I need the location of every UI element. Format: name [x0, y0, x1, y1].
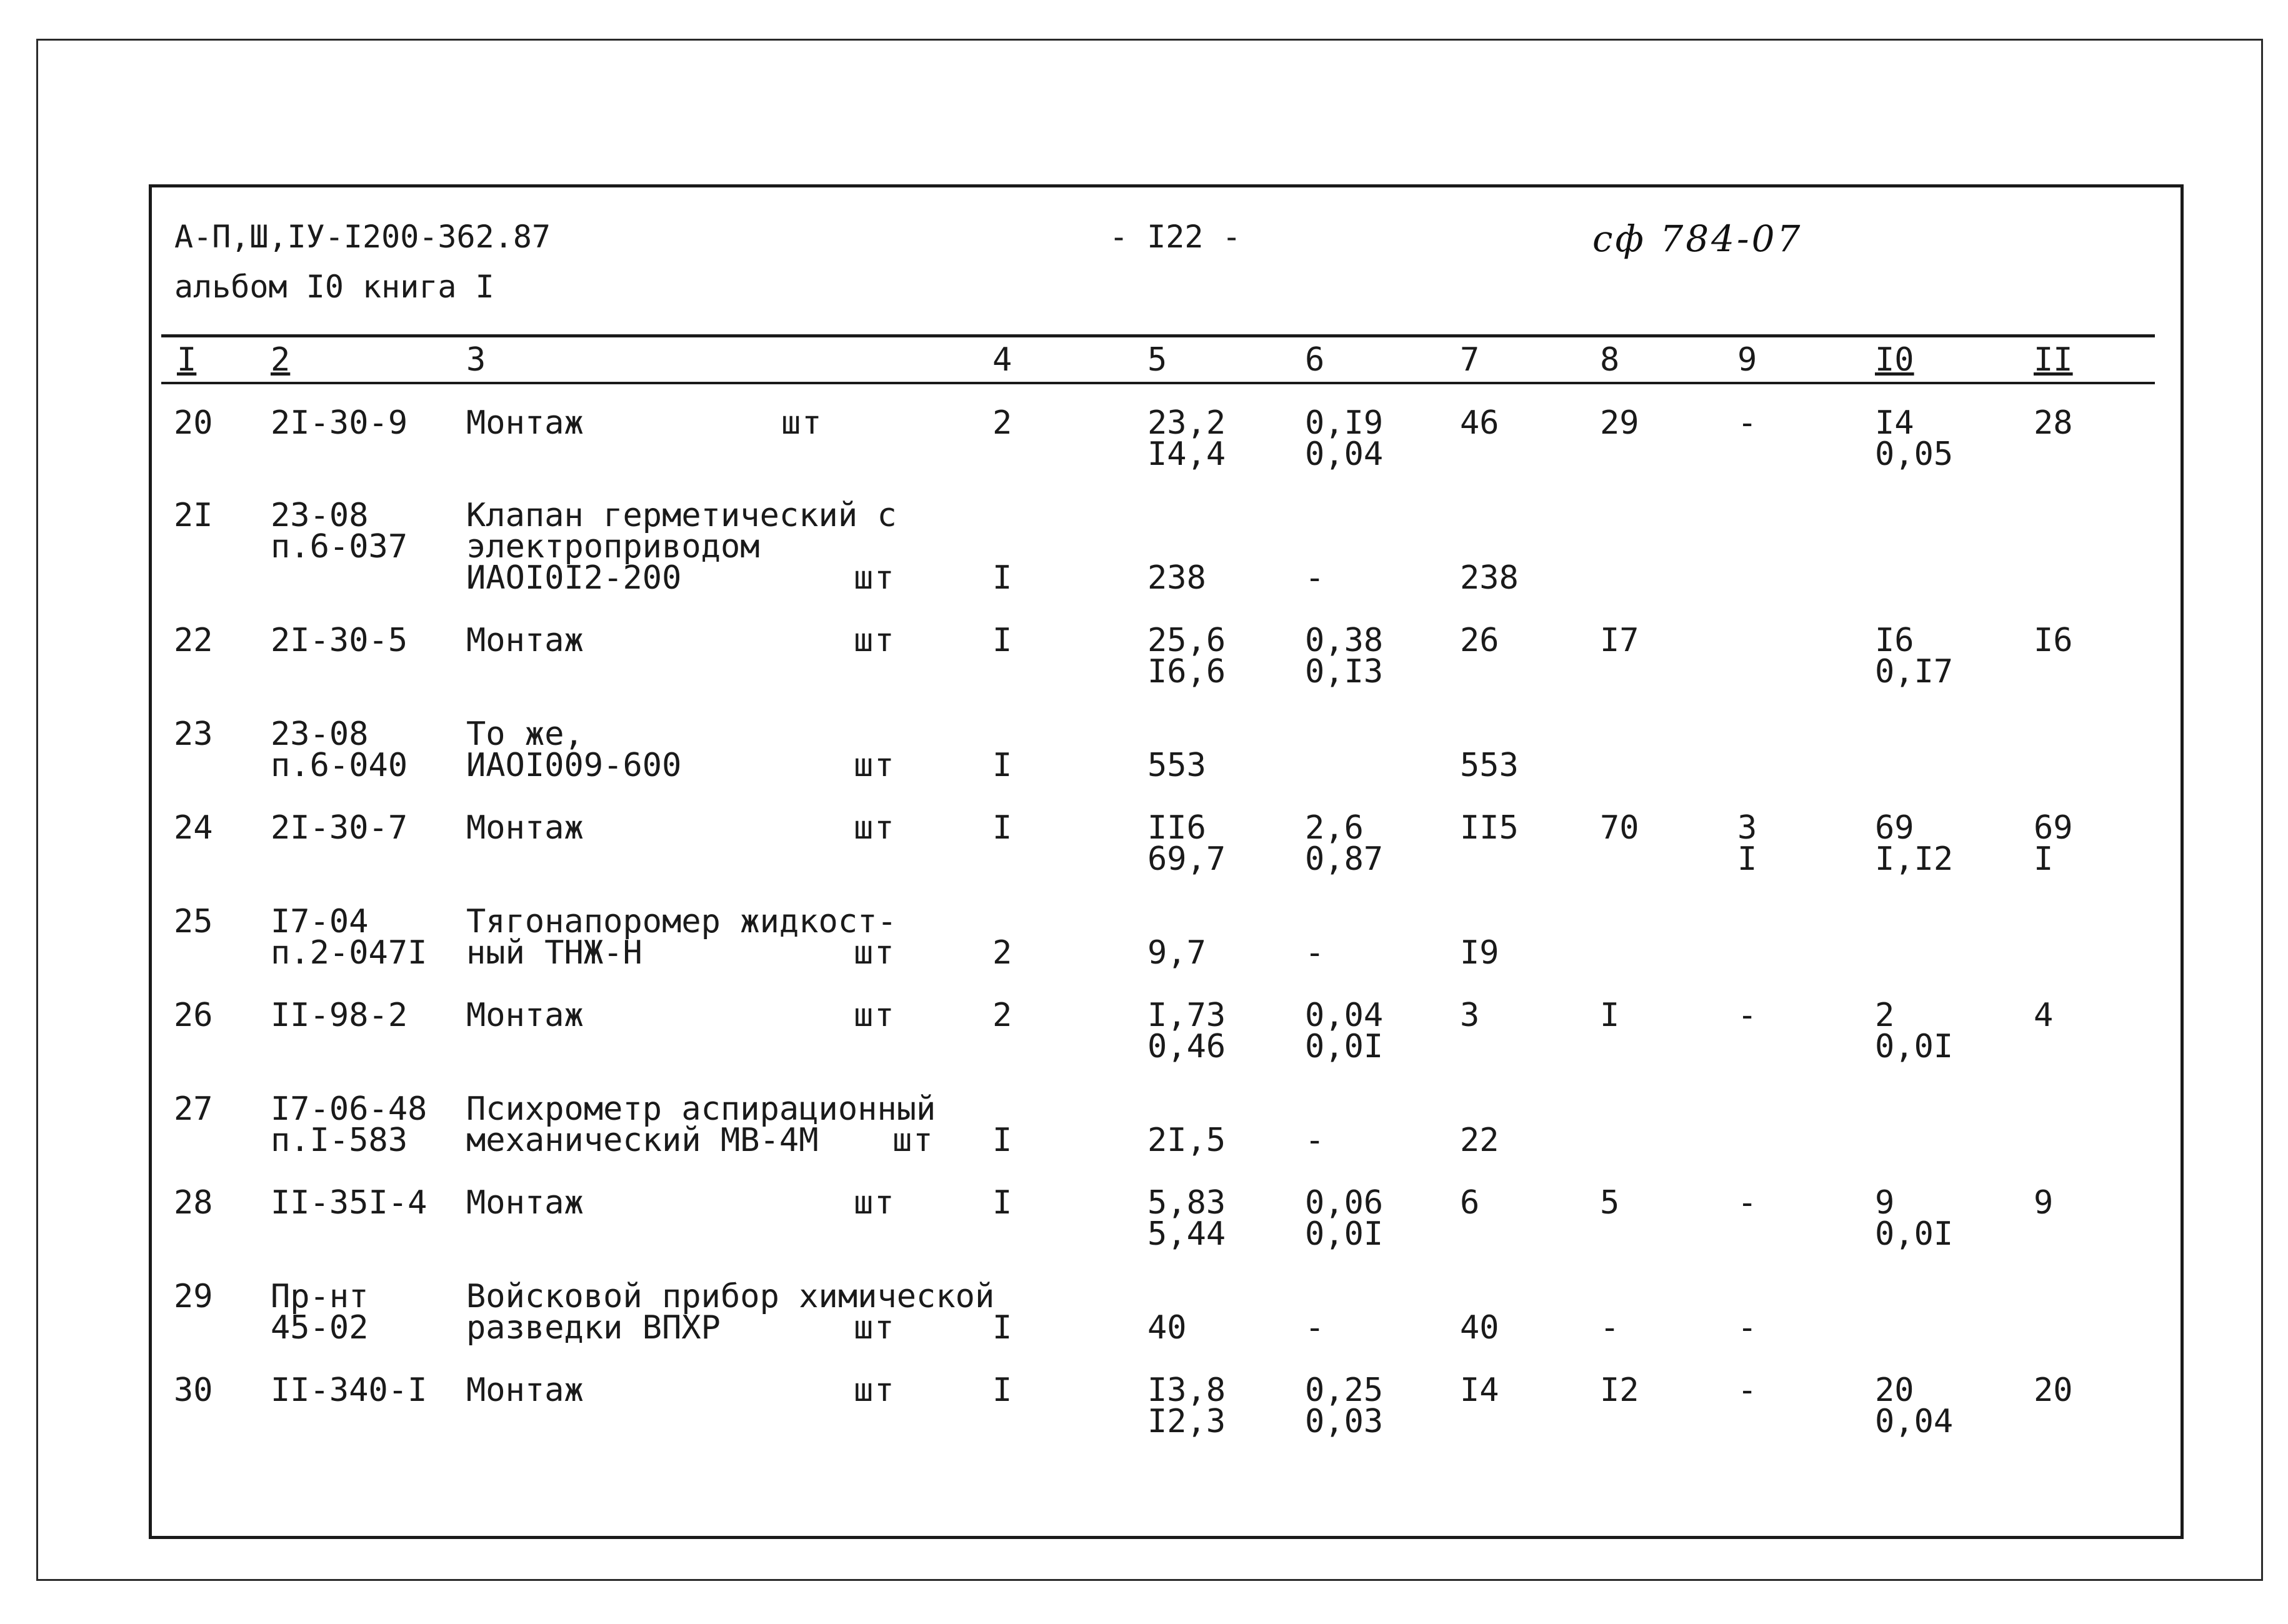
- col-5-value: 5,44: [1147, 1215, 1226, 1253]
- col-8-value: I7: [1600, 622, 1639, 659]
- item-name: Монтаж: [466, 809, 584, 847]
- col-10-value: 0,05: [1875, 436, 1954, 473]
- item-name: Тягонапоромер жидкост-: [466, 903, 897, 940]
- table-header-rule: [161, 382, 2155, 384]
- col-6-value: 0,03: [1305, 1403, 1384, 1440]
- col-5-value: 0,46: [1147, 1028, 1226, 1065]
- col-10-value: 0,0I: [1875, 1028, 1954, 1065]
- col-5-value: 238: [1147, 559, 1206, 597]
- norm-code: 45-02: [271, 1309, 369, 1347]
- item-name: Монтаж: [466, 1372, 584, 1409]
- unit-label: шт: [892, 1122, 934, 1159]
- table-top-rule: [161, 334, 2155, 337]
- col-11-value: 28: [2034, 404, 2073, 442]
- unit-label: шт: [854, 747, 896, 784]
- col-10-value: I6: [1875, 622, 1914, 659]
- col-6-value: 0,04: [1305, 997, 1384, 1034]
- col-6-value: 2,6: [1305, 809, 1364, 847]
- item-name: Клапан герметический с: [466, 497, 897, 534]
- row-number: 27: [174, 1090, 213, 1128]
- col-11-value: I: [2034, 840, 2054, 878]
- norm-code: п.6-037: [271, 528, 408, 565]
- column-header-8: 8: [1600, 341, 1620, 379]
- col-6-value: -: [1305, 934, 1325, 972]
- col-10-value: 20: [1875, 1372, 1914, 1409]
- col-6-value: 0,87: [1305, 840, 1384, 878]
- column-header-3: 3: [466, 341, 486, 379]
- col-5-value: I2,3: [1147, 1403, 1226, 1440]
- col-5-value: I4,4: [1147, 436, 1226, 473]
- norm-code: 2I-30-7: [271, 809, 408, 847]
- col-6-value: 0,I9: [1305, 404, 1384, 442]
- col-10-value: I4: [1875, 404, 1914, 442]
- col-5-value: 553: [1147, 747, 1206, 784]
- row-number: 30: [174, 1372, 213, 1409]
- col-9-value: -: [1737, 1372, 1757, 1409]
- norm-code: п.6-040: [271, 747, 408, 784]
- row-number: 23: [174, 715, 213, 753]
- quantity: I: [992, 1372, 1012, 1409]
- item-name: Монтаж: [466, 997, 584, 1034]
- col-6-value: 0,0I: [1305, 1028, 1384, 1065]
- col-5-value: I3,8: [1147, 1372, 1226, 1409]
- item-name: электроприводом: [466, 528, 760, 565]
- column-header-5: 5: [1147, 341, 1167, 379]
- unit-label: шт: [854, 1309, 896, 1347]
- item-name: Монтаж: [466, 1184, 584, 1222]
- norm-code: Пр-нт: [271, 1278, 369, 1315]
- quantity: I: [992, 747, 1012, 784]
- column-header-4: 4: [992, 341, 1012, 379]
- norm-code: 2I-30-5: [271, 622, 408, 659]
- unit-label: шт: [854, 809, 896, 847]
- unit-label: шт: [781, 404, 823, 442]
- item-name: ИАОI0I2-200: [466, 559, 682, 597]
- col-6-value: 0,0I: [1305, 1215, 1384, 1253]
- col-5-value: 5,83: [1147, 1184, 1226, 1222]
- page-number: - I22 -: [1109, 219, 1241, 255]
- row-number: 26: [174, 997, 213, 1034]
- col-9-value: -: [1737, 1184, 1757, 1222]
- col-8-value: 29: [1600, 404, 1639, 442]
- col-8-value: 70: [1600, 809, 1639, 847]
- col-9-value: -: [1737, 1309, 1757, 1347]
- unit-label: шт: [854, 1184, 896, 1222]
- col-7-value: 553: [1460, 747, 1519, 784]
- norm-code: п.I-583: [271, 1122, 408, 1159]
- col-7-value: 238: [1460, 559, 1519, 597]
- unit-label: шт: [854, 1372, 896, 1409]
- col-7-value: 46: [1460, 404, 1499, 442]
- col-5-value: I,73: [1147, 997, 1226, 1034]
- column-header-1: I: [177, 341, 197, 379]
- row-number: 2I: [174, 497, 213, 534]
- item-name: механический МВ-4М: [466, 1122, 819, 1159]
- col-6-value: 0,04: [1305, 436, 1384, 473]
- handwritten-stamp: сф 784-07: [1592, 217, 1803, 260]
- col-7-value: II5: [1460, 809, 1519, 847]
- item-name: Психрометр аспирационный: [466, 1090, 936, 1128]
- item-name: ный ТНЖ-Н: [466, 934, 642, 972]
- col-10-value: 2: [1875, 997, 1895, 1034]
- col-6-value: 0,25: [1305, 1372, 1384, 1409]
- norm-code: 23-08: [271, 497, 369, 534]
- col-5-value: 69,7: [1147, 840, 1226, 878]
- column-header-10: I0: [1875, 341, 1914, 379]
- col-10-value: 9: [1875, 1184, 1895, 1222]
- quantity: I: [992, 809, 1012, 847]
- col-6-value: -: [1305, 1122, 1325, 1159]
- quantity: 2: [992, 934, 1012, 972]
- col-5-value: 9,7: [1147, 934, 1206, 972]
- quantity: 2: [992, 404, 1012, 442]
- item-name: ИАОI009-600: [466, 747, 682, 784]
- col-5-value: 25,6: [1147, 622, 1226, 659]
- col-6-value: 0,I3: [1305, 653, 1384, 690]
- album-book-line: альбом I0 книга I: [174, 269, 494, 305]
- col-9-value: I: [1737, 840, 1757, 878]
- col-6-value: 0,38: [1305, 622, 1384, 659]
- col-5-value: 2I,5: [1147, 1122, 1226, 1159]
- col-8-value: -: [1600, 1309, 1620, 1347]
- row-number: 25: [174, 903, 213, 940]
- col-11-value: 9: [2034, 1184, 2054, 1222]
- item-name: Войсковой прибор химической: [466, 1278, 995, 1315]
- col-9-value: -: [1737, 404, 1757, 442]
- row-number: 24: [174, 809, 213, 847]
- col-8-value: I2: [1600, 1372, 1639, 1409]
- col-6-value: -: [1305, 1309, 1325, 1347]
- quantity: I: [992, 622, 1012, 659]
- col-10-value: I,I2: [1875, 840, 1954, 878]
- col-10-value: 0,04: [1875, 1403, 1954, 1440]
- unit-label: шт: [854, 559, 896, 597]
- norm-code: 23-08: [271, 715, 369, 753]
- item-name: То же,: [466, 715, 584, 753]
- col-8-value: 5: [1600, 1184, 1620, 1222]
- quantity: 2: [992, 997, 1012, 1034]
- quantity: I: [992, 1309, 1012, 1347]
- item-name: Монтаж: [466, 622, 584, 659]
- column-header-2: 2: [271, 341, 291, 379]
- item-name: разведки ВПХР: [466, 1309, 721, 1347]
- col-7-value: 6: [1460, 1184, 1480, 1222]
- norm-code: 2I-30-9: [271, 404, 408, 442]
- column-header-11: II: [2034, 341, 2073, 379]
- col-9-value: -: [1737, 997, 1757, 1034]
- quantity: I: [992, 1122, 1012, 1159]
- norm-code: п.2-047I: [271, 934, 427, 972]
- norm-code: II-98-2: [271, 997, 408, 1034]
- col-10-value: 0,0I: [1875, 1215, 1954, 1253]
- col-7-value: 40: [1460, 1309, 1499, 1347]
- col-11-value: 20: [2034, 1372, 2073, 1409]
- item-name: Монтаж: [466, 404, 584, 442]
- norm-code: I7-06-48: [271, 1090, 427, 1128]
- column-header-9: 9: [1737, 341, 1757, 379]
- col-7-value: 3: [1460, 997, 1480, 1034]
- col-8-value: I: [1600, 997, 1620, 1034]
- row-number: 20: [174, 404, 213, 442]
- norm-code: I7-04: [271, 903, 369, 940]
- row-number: 29: [174, 1278, 213, 1315]
- row-number: 22: [174, 622, 213, 659]
- quantity: I: [992, 559, 1012, 597]
- column-header-7: 7: [1460, 341, 1480, 379]
- col-7-value: 22: [1460, 1122, 1499, 1159]
- norm-code: II-340-I: [271, 1372, 427, 1409]
- col-7-value: I9: [1460, 934, 1499, 972]
- col-11-value: 69: [2034, 809, 2073, 847]
- unit-label: шт: [854, 622, 896, 659]
- column-header-6: 6: [1305, 341, 1325, 379]
- unit-label: шт: [854, 997, 896, 1034]
- col-5-value: II6: [1147, 809, 1206, 847]
- norm-code: II-35I-4: [271, 1184, 427, 1222]
- col-5-value: 23,2: [1147, 404, 1226, 442]
- col-11-value: I6: [2034, 622, 2073, 659]
- row-number: 28: [174, 1184, 213, 1222]
- col-5-value: I6,6: [1147, 653, 1226, 690]
- col-10-value: 69: [1875, 809, 1914, 847]
- quantity: I: [992, 1184, 1012, 1222]
- col-7-value: I4: [1460, 1372, 1499, 1409]
- col-6-value: -: [1305, 559, 1325, 597]
- col-7-value: 26: [1460, 622, 1499, 659]
- col-9-value: 3: [1737, 809, 1757, 847]
- col-11-value: 4: [2034, 997, 2054, 1034]
- col-5-value: 40: [1147, 1309, 1187, 1347]
- col-6-value: 0,06: [1305, 1184, 1384, 1222]
- unit-label: шт: [854, 934, 896, 972]
- document-code: А-П,Ш,IУ-I200-362.87: [174, 219, 551, 255]
- col-10-value: 0,I7: [1875, 653, 1954, 690]
